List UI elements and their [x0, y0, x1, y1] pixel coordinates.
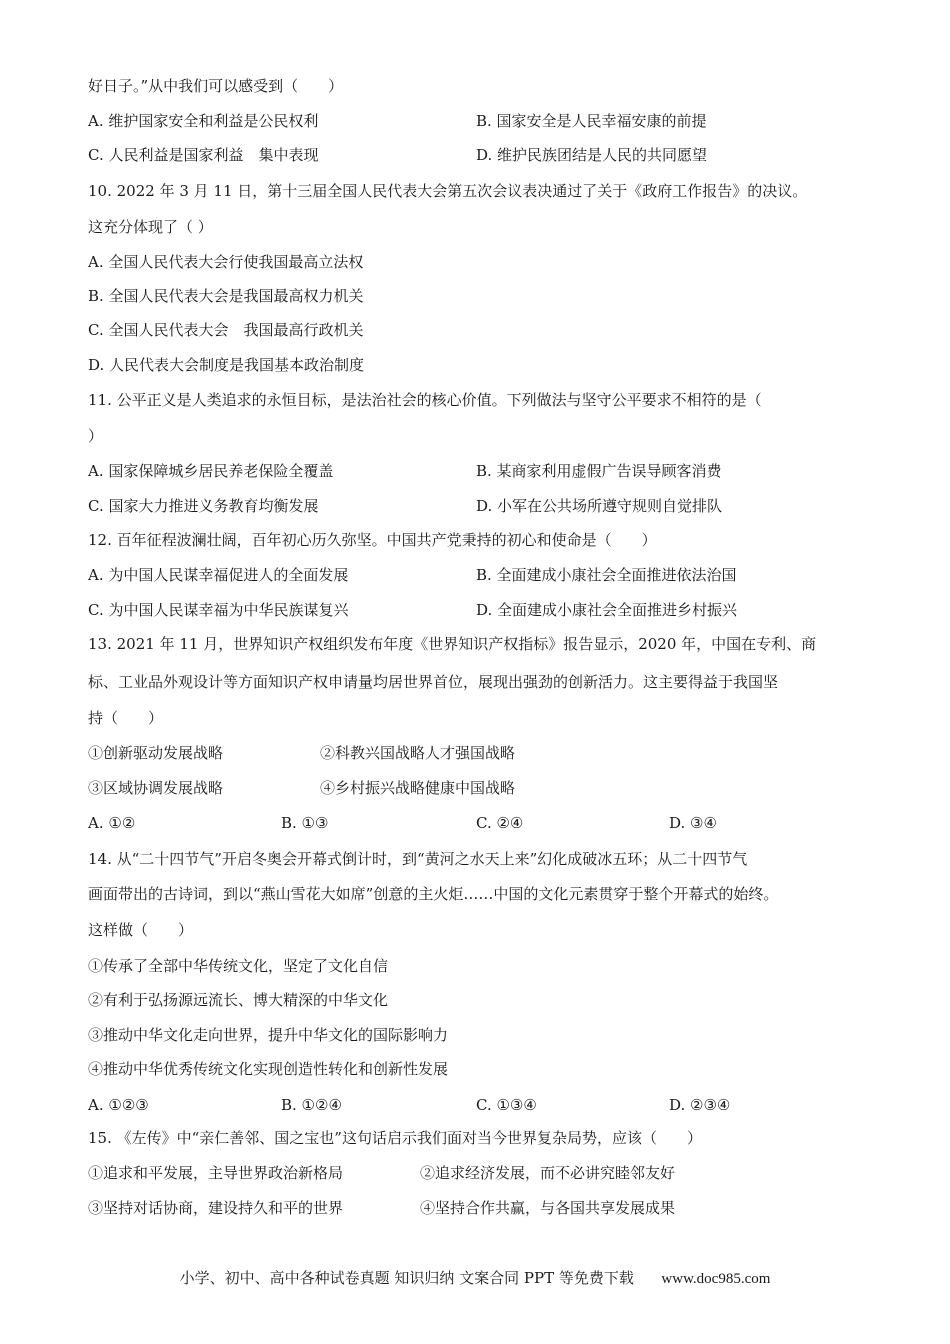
q11-row1	[88, 461, 722, 481]
q11-option-d: D. 小军在公共场所遵守规则自觉排队	[476, 497, 723, 515]
q13-stem-line2: 标、工业品外观设计等方面知识产权申请量均居世界首位，展现出强劲的创新活力。这主要得益于我国坚	[88, 673, 779, 691]
footer-url[interactable]: www.doc985.com	[661, 1271, 771, 1287]
q12-row2	[88, 600, 738, 620]
q15-statement-row2	[88, 1198, 676, 1218]
q11-stem-line2: ）	[88, 427, 104, 445]
q9-stem-tail: 好日子。”从中我们可以感受到（ ）	[88, 77, 344, 95]
q10-stem-line2: 这充分体现了（ ）	[88, 218, 213, 236]
q13-option-d: D. ③④	[669, 814, 717, 832]
q10-stem-line1: 10. 2022 年 3 月 11 日，第十三届全国人民代表大会第五次会议表决通过了关于《政府工作报告》的决议。	[88, 182, 808, 200]
q9-row1	[88, 111, 707, 131]
q9-row2	[88, 145, 708, 165]
q14-option-a: A. ①②③	[88, 1096, 149, 1114]
q12-option-b: B. 全面建成小康社会全面推进依法治国	[476, 566, 737, 584]
q12-option-d: D. 全面建成小康社会全面推进乡村振兴	[476, 601, 738, 619]
q14-option-d: D. ②③④	[669, 1096, 731, 1114]
q13-option-b: B. ①③	[281, 814, 329, 832]
q9-option-b: B. 国家安全是人民幸福安康的前提	[476, 112, 707, 130]
q11-row2	[88, 496, 723, 516]
q10-option-d: D. 人民代表大会制度是我国基本政治制度	[88, 356, 365, 374]
q11-option-c: C. 国家大力推进义务教育均衡发展	[88, 497, 319, 515]
q15-statement-1: ①追求和平发展，主导世界政治新格局	[88, 1164, 344, 1182]
q10-option-c: C. 全国人民代表大会 我国最高行政机关	[88, 321, 364, 339]
q13-statement-2: ②科教兴国战略人才强国战略	[320, 744, 516, 762]
q13-statement-3: ③区域协调发展战略	[88, 779, 224, 797]
q14-statement-4: ④推动中华优秀传统文化实现创造性转化和创新性发展	[88, 1060, 449, 1078]
q14-stem-line1: 14. 从“二十四节气”开启冬奥会开幕式倒计时，到“黄河之水天上来”幻化成破冰五环；从二十四节气	[88, 850, 748, 868]
q13-option-c: C. ②④	[476, 814, 524, 832]
q15-statement-3: ③坚持对话协商，建设持久和平的世界	[88, 1199, 344, 1217]
q11-option-a: A. 国家保障城乡居民养老保险全覆盖	[88, 462, 334, 480]
q9-option-c: C. 人民利益是国家利益 集中表现	[88, 146, 319, 164]
q12-option-a: A. 为中国人民谋幸福促进人的全面发展	[88, 566, 349, 584]
footer-text: 小学、初中、高中各种试卷真题 知识归纳 文案合同 PPT 等免费下载	[179, 1269, 634, 1287]
q14-stem-line3: 这样做（ ）	[88, 921, 194, 939]
q12-row1	[88, 565, 737, 585]
q14-statement-1: ①传承了全部中华传统文化，坚定了文化自信	[88, 957, 389, 975]
q13-statement-row2	[88, 778, 516, 798]
q13-option-a: A. ①②	[88, 814, 136, 832]
q9-option-d: D. 维护民族团结是人民的共同愿望	[476, 146, 708, 164]
q13-stem-line1: 13. 2021 年 11 月，世界知识产权组织发布年度《世界知识产权指标》报告显示，2020 年，中国在专利、商	[88, 635, 817, 653]
q13-options-row	[88, 813, 717, 833]
q14-option-b: B. ①②④	[281, 1096, 342, 1114]
q14-statement-3: ③推动中华文化走向世界，提升中华文化的国际影响力	[88, 1026, 449, 1044]
q15-stem: 15. 《左传》中“亲仁善邻、国之宝也”这句话启示我们面对当今世界复杂局势，应该（ ）	[88, 1129, 702, 1147]
q10-option-a: A. 全国人民代表大会行使我国最高立法权	[88, 253, 364, 271]
q9-option-a: A. 维护国家安全和利益是公民权利	[88, 112, 319, 130]
q12-stem: 12. 百年征程波澜壮阔，百年初心历久弥坚。中国共产党秉持的初心和使命是（ ）	[88, 531, 657, 549]
q13-stem-line3: 持（ ）	[88, 709, 164, 727]
q10-option-b: B. 全国人民代表大会是我国最高权力机关	[88, 287, 364, 305]
q11-option-b: B. 某商家利用虚假广告误导顾客消费	[476, 462, 722, 480]
q11-stem-line1: 11. 公平正义是人类追求的永恒目标，是法治社会的核心价值。下列做法与坚守公平要求不相符的是（	[88, 391, 762, 409]
page-footer	[0, 1268, 950, 1289]
q13-statement-4: ④乡村振兴战略健康中国战略	[320, 779, 516, 797]
q15-statement-4: ④坚持合作共赢，与各国共享发展成果	[420, 1199, 676, 1217]
q14-options-row	[88, 1095, 731, 1115]
q14-option-c: C. ①③④	[476, 1096, 537, 1114]
q12-option-c: C. 为中国人民谋幸福为中华民族谋复兴	[88, 601, 349, 619]
q14-stem-line2: 画面带出的古诗词，到以“燕山雪花大如席”创意的主火炬……中国的文化元素贯穿于整个开幕式的始终。	[88, 885, 779, 903]
q15-statement-row1	[88, 1163, 676, 1183]
q14-statement-2: ②有利于弘扬源远流长、博大精深的中华文化	[88, 991, 389, 1009]
q13-statement-row1	[88, 743, 516, 763]
q13-statement-1: ①创新驱动发展战略	[88, 744, 224, 762]
q15-statement-2: ②追求经济发展，而不必讲究睦邻友好	[420, 1164, 676, 1182]
